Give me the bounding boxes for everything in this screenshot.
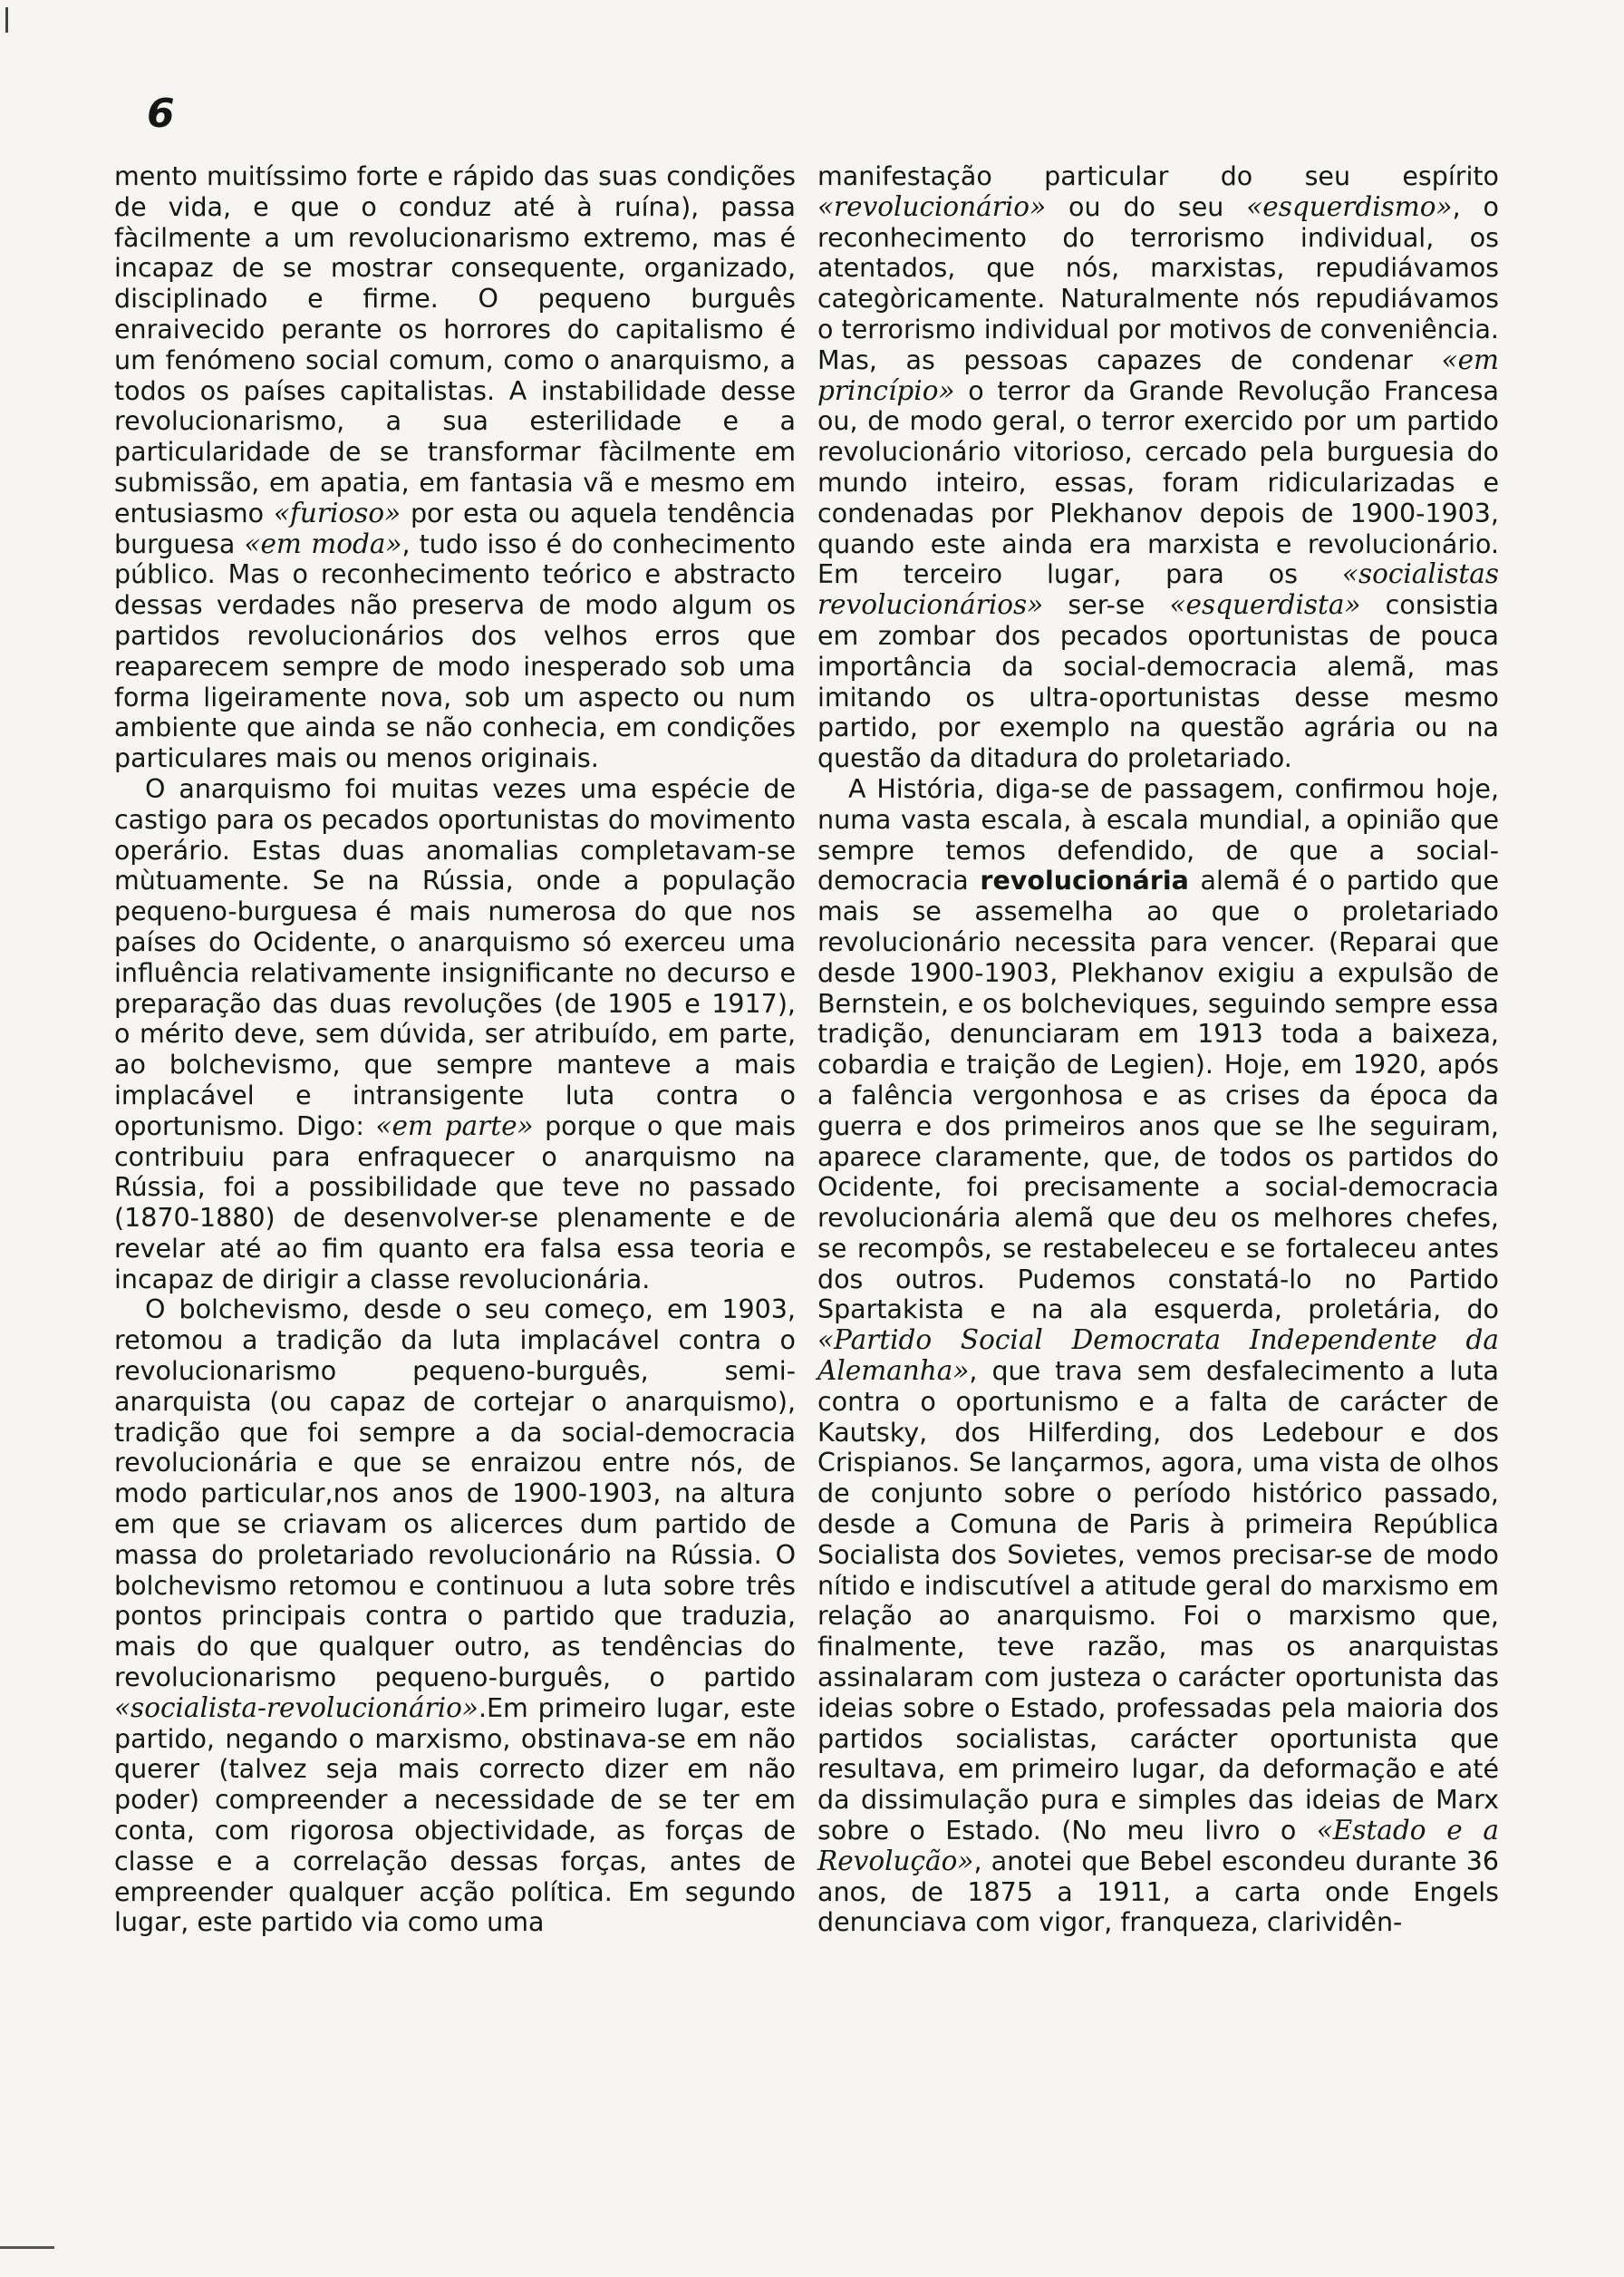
emphasized-text: «Partido Social Democrata Independente da Alemanha» [817, 1324, 1499, 1387]
bold-text: revolucionária [980, 866, 1189, 896]
emphasized-text: «socialistas revolucionários» [817, 558, 1499, 621]
body-text: A História, diga-se de passagem, confirmou hoje, numa vasta escala, à escala mundial, a opinião que sempre temos defendido, de que a social-democracia [817, 773, 1499, 896]
scan-edge-mark-bottom [0, 2246, 54, 2249]
body-text: ou do seu [1046, 191, 1247, 222]
emphasized-text: «em moda» [244, 528, 402, 559]
paragraph [114, 161, 796, 774]
body-text: O bolchevismo, desde o seu começo, em 1903, retomou a tradição da luta implacável contra o revolucionarismo pequeno-burguês, semi-anarquista (ou capaz de cortejar o anarquismo), tradição que foi sempre a da social-democracia revolucionária e que se enraizou entre nós, de modo particular,nos anos de 1900-1903, na altura em que se criavam os alicerces dum partido de massa do proletariado revolucionário na Rússia. O bolchevismo retomou e continuou a luta sobre três pontos principais contra o partido que traduzia, mais do que qualquer outro, as tendências do revolucionarismo pequeno-burguês, o partido [114, 1294, 796, 1693]
page-number: 6 [147, 91, 175, 137]
emphasized-text: «esquerdista» [1169, 589, 1361, 621]
scan-edge-mark [5, 7, 8, 33]
body-text: mento muitíssimo forte e rápido das suas condições de vida, e que o conduz até à ruína), passa fàcilmente a um revolucionarismo extremo, mas é incapaz de se mostrar consequente, organizado, disciplinado e firme. O pequeno burguês enraivecido perante os horrores do capitalismo é um fenómeno social comum, como o anarquismo, a todos os países capitalistas. A instabilidade desse revolucionarismo, a sua esterilidade e a particularidade de se transformar fàcilmente em submissão, em apatia, em fantasia vã e mesmo em entusiasmo [114, 161, 796, 528]
body-text: .Em primeiro lugar, este partido, negando o marxismo, obstinava-se em não querer (talvez seja mais correcto dizer em não poder) compreender a necessidade de se ter em conta, com rigorosa objectividade, as forças de classe e a correlação dessas forças, antes de empreender qualquer acção política. Em segundo lugar, este partido via como uma [114, 1692, 796, 1938]
body-text: , o reconhecimento do terrorismo individual, os atentados, que nós, marxistas, repudiávamos categòricamente. Naturalmente nós repudiávamos o terrorismo individual por motivos de conveniência. Mas, as pessoas capazes de condenar [817, 191, 1499, 375]
body-text: O anarquismo foi muitas vezes uma espécie de castigo para os pecados oportunistas do movimento operário. Estas duas anomalias completavam-se mùtuamente. Se na Rússia, onde a população pequeno-burguesa é mais numerosa do que nos países do Ocidente, o anarquismo só exerceu uma influência relativamente insignificante no decurso e preparação das duas revoluções (de 1905 e 1917), o mérito deve, sem dúvida, ser atribuído, em parte, ao bolchevismo, que sempre manteve a mais implacável e intransigente luta contra o oportunismo. Digo: [114, 773, 796, 1141]
body-text: , anotei que Bebel escondeu durante 36 anos, de 1875 a 1911, a carta onde Engels denunciava com vigor, franqueza, clarividên- [817, 1846, 1499, 1938]
body-text: consistia em zombar dos pecados oportunistas de pouca importância da social-democracia alemã, mas imitando os ultra-oportunistas desse mesmo partido, por exemplo na questão agrária ou na questão da ditadura do proletariado. [817, 590, 1500, 774]
emphasized-text: «em princípio» [817, 344, 1499, 406]
body-text: manifestação particular do seu espírito [817, 161, 1499, 191]
emphasized-text: «em parte» [375, 1109, 534, 1141]
emphasized-text: «revolucionário» [817, 190, 1047, 222]
paragraph [817, 161, 1499, 774]
body-text: alemã é o partido que mais se assemelha ao que o proletariado revolucionário necessita para vencer. (Reparai que desde 1900-1903, Plekhanov exigiu a expulsão de Bernstein, e os bolcheviques, seguindo sempre essa tradição, denunciaram em 1913 toda a baixeza, cobardia e traição de Legien). Hoje, em 1920, após a falência vergonhosa e as crises da época da guerra e dos primeiros anos que se lhe seguiram, aparece claramente, que, de todos os partidos do Ocidente, foi precisamente a social-democracia revolucionária alemã que deu os melhores chefes, se recompôs, se restabeleceu e se fortaleceu antes dos outros. Pudemos constatá-lo no Partido Spartakista e na ala esquerda, proletária, do [817, 866, 1499, 1325]
body-text: ser-se [1043, 590, 1170, 621]
emphasized-text: «Estado e a Revolução» [817, 1815, 1500, 1876]
body-text: o terror da Grande Revolução Francesa ou, de modo geral, o terror exercido por um partido revolucionário vitorioso, cercado pela burguesia do mundo inteiro, essas, foram ridicularizadas e condenadas por Plekhanov depois de 1900-1903, quando este ainda era marxista e revolucionário. Em terceiro lugar, para os [817, 375, 1499, 590]
emphasized-text: «furioso» [273, 497, 401, 528]
emphasized-text: «socialista-revolucionário» [114, 1691, 478, 1723]
body-text: , que trava sem desfalecimento a luta contra o oportunismo e a falta de carácter de Kautsky, dos Hilferding, dos Ledebour e dos Crispianos. Se lançarmos, agora, uma vista de olhos de conjunto sobre o período histórico passado, desde a Comuna de Paris à primeira República Socialista dos Sovietes, vemos precisar-se de modo nítido e indiscutível a atitude geral do marxismo em relação ao anarquismo. Foi o marxismo que, finalmente, teve razão, mas os anarquistas assinalaram com justeza o carácter oportunista das ideias sobre o Estado, professadas pela maioria dos partidos socialistas, carácter oportunista que resultava, em primeiro lugar, da deformação e até da dissimulação pura e simples das ideias de Marx sobre o Estado. (No meu livro o [817, 1356, 1499, 1846]
paragraph [114, 774, 796, 1295]
left-text-column [114, 161, 796, 1938]
emphasized-text: «esquerdismo» [1246, 190, 1453, 222]
paragraph [817, 774, 1499, 1938]
body-text: , tudo isso é do conhecimento público. Mas o reconhecimento teórico e abstracto dessas verdades não preserva de modo algum os partidos revolucionários dos velhos erros que reaparecem sempre de modo inesperado sob uma forma ligeiramente nova, sob um aspecto ou num ambiente que ainda se não conhecia, em condições particulares mais ou menos originais. [114, 528, 796, 774]
paragraph [114, 1294, 796, 1938]
body-text: por esta ou aquela tendência burguesa [114, 498, 796, 559]
body-text: porque o que mais contribuiu para enfraquecer o anarquismo na Rússia, foi a possibilidade que teve no passado (1870-1880) de desenvolver-se plenamente e de revelar até ao fim quanto era falsa essa teoria e incapaz de dirigir a classe revolucionária. [114, 1110, 797, 1294]
right-text-column [817, 161, 1499, 1938]
